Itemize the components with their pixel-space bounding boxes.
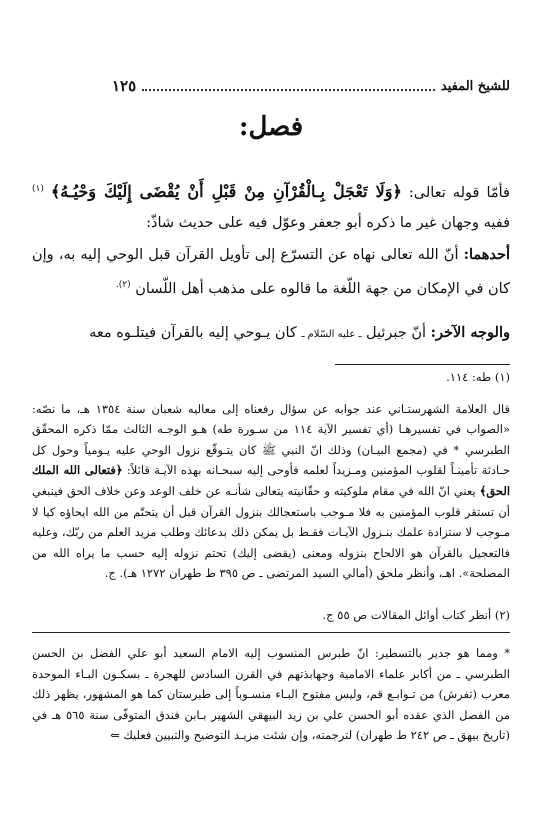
second-aspect-text-a: أنّ جبرئيل — [366, 325, 427, 341]
footnote-1-body — [32, 378, 510, 584]
footnote-ref-1: (١) — [32, 184, 44, 194]
footnote-1-verse: ﴿فتعالى الله الملك الحق﴾ — [32, 463, 511, 498]
footnote-1-text-a: قال العلامة الشهرستـاني عند جوابه عن سؤال رفعناه إلى معاليه شعبان سنة ١٣٥٤ هـ، ما نصّه: «الصواب في تفسيرهـا (أي تفسير الآية ١١٤ من سـورة طه) هـو الوجـه الثالث ممّا ذكره المحقّق الطبرسي * في (مجمع البيـان) وذلك انّ النبي ﷺ كان يتـوقّع نزول الوحي عليه يـومياً وحول كل حـادثة تأمينـاً لقلوب المؤمنين ومـزيداً لعلمه فأوحى إليه سبحـانه بهذه الآيـة قائلاً: — [32, 401, 511, 478]
page-header — [112, 74, 510, 98]
footnote-1-text-c: يعني انّ الله في مقام ملوكيته و حقّانيته يتعالى شأنـه عن خلف الوعد وعن خلاف الحق فينبغي أن تستقر قلوب المؤمنين به فلا مـوجب باستعجالك بنزول القرآن قبل أن يتحتّم من الله ايحاؤه كيا لا مـوجب لا ستزادة علمك بنـزول الآيـات فقـط بل يمكن ذلك بدعائك وطلب مزيد العلم من ربّك، وعليه فالتعجيل بالقرآن هو الالحاح بنزوله ومعنى (يقضى إليك) تحتم نزوله إليه حسب ما يراه الله من المصلحة». اهـ، وأنظر ملحق (أمالي السيد المرتضى ـ ص ٣٩٥ ط طهران ١٢٧٢ هـ). ج. — [32, 483, 510, 581]
quran-verse: ﴿وَلَا تَعْجَلْ بِـالْقُرْآنِ مِنْ قَبْلِ أَنْ يُقْضَى إِلَيْكَ وَحْيُـهُ﴾ — [50, 181, 402, 201]
star-note: * ومما هو جدير بالتسطير: انّ طبرس المنسوب إليه الامام السعيد أبو علي الفضل بن الحسن الطبرسي ـ من أكابر علماء الامامية وجهابذتهم في القرن السادس للهجرة ـ بسكـون البـاء الموحدة معرب (تفرش) من تـوابـع قم، وليس مفتوح البـاء منسـوباً إلى طبرستان كما هو المشهور، يظهر ذلك من الفصل الذي عقده أبو الحسن علي بن زيد البيهقي الشهير بـابن فندق المتوفّى سنة ٥٦٥ هـ في (تاريخ بيهق ـ ص ٢٤٢ ط طهران) لترجمته، وإن شئت مزيـد التوضيح والتبيين فعليك ⇐ — [32, 646, 510, 743]
page-number: ١٢٥ — [112, 77, 137, 95]
verse-comment: ففيه وجهان غير ما ذكره أبو جعفر وعوّل فيه على حديث شاذّ: — [146, 214, 510, 231]
paragraph-first-aspect — [32, 240, 510, 304]
verse-intro: فأمّا قوله تعالى: — [408, 184, 510, 201]
paragraph-second-aspect — [32, 318, 510, 350]
footnote-ref-2: (٢). — [115, 280, 131, 290]
header-leader-dots — [142, 89, 435, 91]
second-aspect-text-b: كان يـوحي إليه بالقرآن فيتلـوه معه — [89, 325, 297, 341]
star-note-separator — [32, 632, 510, 633]
first-aspect-lead: أحدهما: — [463, 246, 511, 263]
footnote-1-ref: (١) طه: ١١٤. — [446, 370, 510, 384]
section-title: فصل: — [238, 112, 304, 142]
footnote-separator — [335, 364, 510, 365]
second-aspect-lead: والوجه الآخر: — [430, 324, 510, 341]
first-aspect-text: أنّ الله تعالى نهاه عن التسرّع إلى تأويل القرآن قبل الوحي إليه به، وإن كان في الإمكان من جهة اللّغة ما قالوه على مذهب أهل اللّسان — [32, 247, 510, 297]
paragraph-verse — [32, 174, 510, 238]
honorific: ـ عليه السّلام ـ — [301, 329, 362, 340]
running-title: للشيخ المفيد — [440, 78, 510, 94]
footnote-2: (٢) أنظر كتاب أوائل المقالات ص ٥٥ ج. — [322, 608, 510, 622]
